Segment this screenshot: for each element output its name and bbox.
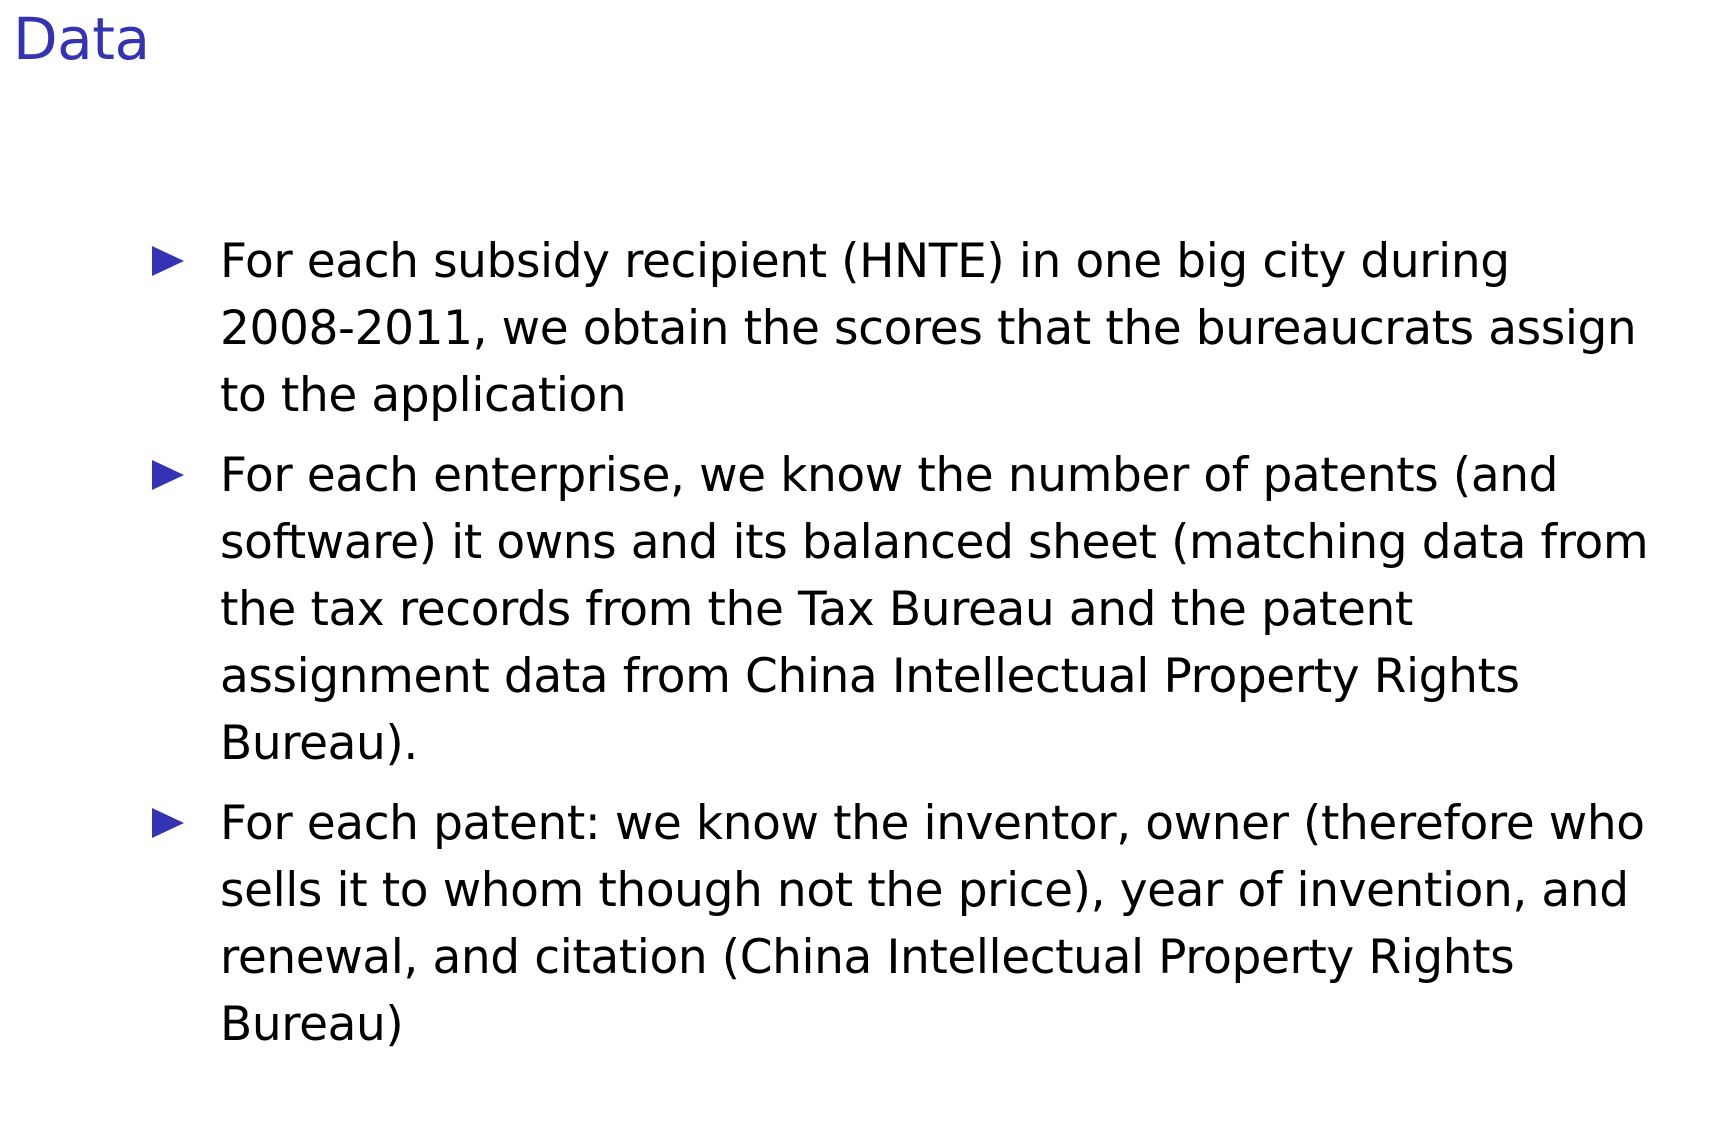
bullet-text: For each subsidy recipient (HNTE) in one big city during 2008-2011, we obtain the scores that the bureaucrats assign to the application [220,234,1637,423]
triangle-right-icon [150,442,220,508]
bullet-item [150,442,1650,777]
triangle-right-icon [150,228,220,294]
bullet-text: For each patent: we know the inventor, owner (therefore who sells it to whom though not the price), year of invention, and renewal, and citation (China Intellectual Property Rights Bureau) [220,796,1645,1052]
bullet-item [150,228,1650,429]
bullet-item [150,790,1650,1058]
bullet-text: For each enterprise, we know the number of patents (and software) it owns and its balanced sheet (matching data from the tax records from the Tax Bureau and the patent assignment data from China Intellectual Property Rights Bureau). [220,448,1649,771]
triangle-right-icon-shape [152,808,184,838]
bullet-list [150,228,1650,1071]
triangle-right-icon-shape [152,460,184,490]
slide-title: Data [13,5,150,73]
triangle-right-icon [150,790,220,856]
triangle-right-icon-shape [152,246,184,276]
